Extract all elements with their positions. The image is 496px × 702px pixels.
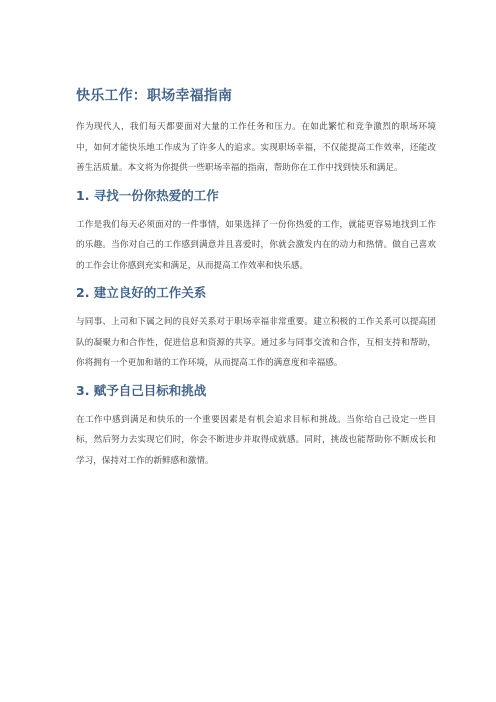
- section-3-body: 在工作中感到满足和快乐的一个重要因素是有机会追求目标和挑战。当你给自己设定一些目标，然后努力去实现它们时，你会不断进步并取得成就感。同时，挑战也能帮助你不断成长和学习，保持对工作的新鲜感和激情。: [76, 414, 436, 466]
- section-2-body: 与同事、上司和下属之间的良好关系对于职场幸福非常重要。建立积极的工作关系可以提高团队的凝聚力和合作性，促进信息和资源的共享。通过多与同事交流和合作，互相支持和帮助，你将拥有一个更加和谐的工作环境，从而提高工作的满意度和幸福感。: [76, 317, 436, 368]
- section-2-heading: 2. 建立良好的工作关系: [76, 285, 207, 300]
- section-1-heading: 1. 寻找一份你热爱的工作: [76, 187, 219, 203]
- section-1-body: 工作是我们每天必须面对的一件事情，如果选择了一份你热爱的工作，就能更容易地找到工作的乐趣。当你对自己的工作感到满意并且喜爱时，你就会激发内在的动力和热情。做自己喜欢的工作会让你感到充实和满足，从而提高工作效率和快乐感。: [76, 219, 436, 271]
- intro-paragraph: 作为现代人，我们每天都要面对大量的工作任务和压力。在如此繁忙和竞争激烈的职场环境中，如何才能快乐地工作成为了许多人的追求。实现职场幸福，不仅能提高工作效率，还能改善生活质量。本文将为你提供一些职场幸福的指南，帮助你在工作中找到快乐和满足。: [76, 122, 436, 173]
- document-title: 快乐工作：职场幸福指南: [76, 88, 233, 104]
- document-content: [76, 86, 436, 471]
- section-3-heading: 3. 赋予自己目标和挑战: [76, 382, 207, 398]
